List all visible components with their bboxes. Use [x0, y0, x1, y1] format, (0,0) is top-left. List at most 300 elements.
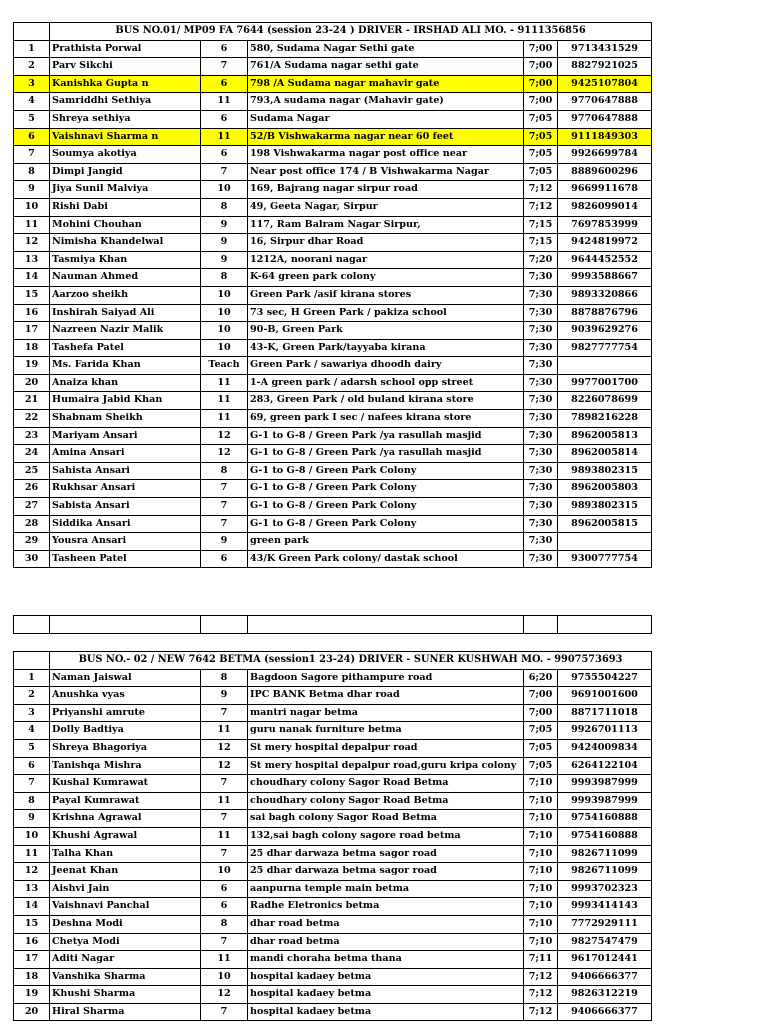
- bus1-header: BUS NO.01/ MP09 FA 7644 (session 23-24 ) DRIVER - IRSHAD ALI MO. - 9111356856: [50, 23, 652, 41]
- serial-number-cell: 27: [14, 498, 50, 516]
- student-name-cell: Samriddhi Sethiya: [50, 93, 201, 111]
- student-name-cell: Rishi Dabi: [50, 198, 201, 216]
- class-cell: 8: [201, 198, 248, 216]
- student-name-cell: Siddika Ansari: [50, 515, 201, 533]
- table-row: [14, 515, 652, 533]
- phone-number-cell: 9926701113: [558, 722, 652, 740]
- address-cell: mantri nagar betma: [248, 704, 524, 722]
- serial-number-cell: 2: [14, 687, 50, 705]
- table-row: [14, 550, 652, 568]
- table-row: [14, 933, 652, 951]
- table-row: [14, 40, 652, 58]
- phone-number-cell: 9893802315: [558, 462, 652, 480]
- student-name-cell: Talha Khan: [50, 845, 201, 863]
- class-cell: 11: [201, 374, 248, 392]
- student-name-cell: Parv Sikchi: [50, 58, 201, 76]
- serial-number-cell: 17: [14, 322, 50, 340]
- serial-number-cell: 15: [14, 286, 50, 304]
- table-row: [14, 704, 652, 722]
- table-row: [14, 1003, 652, 1021]
- table-row: [14, 286, 652, 304]
- phone-number-cell: 9826711099: [558, 863, 652, 881]
- address-cell: 25 dhar darwaza betma sagor road: [248, 845, 524, 863]
- pickup-time-cell: 6;20: [524, 669, 558, 687]
- class-cell: 8: [201, 915, 248, 933]
- class-cell: 9: [201, 234, 248, 252]
- class-cell: 6: [201, 110, 248, 128]
- pickup-time-cell: 7;10: [524, 863, 558, 881]
- address-cell: 16, Sirpur dhar Road: [248, 234, 524, 252]
- pickup-time-cell: 7;12: [524, 181, 558, 199]
- address-cell: 580, Sudama Nagar Sethi gate: [248, 40, 524, 58]
- student-name-cell: Anaiza khan: [50, 374, 201, 392]
- student-name-cell: Dimpi Jangid: [50, 163, 201, 181]
- address-cell: Sudama Nagar: [248, 110, 524, 128]
- class-cell: 7: [201, 1003, 248, 1021]
- address-cell: guru nanak furniture betma: [248, 722, 524, 740]
- class-cell: 7: [201, 515, 248, 533]
- address-cell: 69, green park I sec / nafees kirana store: [248, 410, 524, 428]
- pickup-time-cell: 7;30: [524, 498, 558, 516]
- table-row: [14, 445, 652, 463]
- class-cell: 11: [201, 951, 248, 969]
- address-cell: 90-B, Green Park: [248, 322, 524, 340]
- student-name-cell: Aishvi Jain: [50, 880, 201, 898]
- pickup-time-cell: 7;10: [524, 775, 558, 793]
- address-cell: G-1 to G-8 / Green Park /ya rasullah masjid: [248, 445, 524, 463]
- phone-number-cell: 9406666377: [558, 968, 652, 986]
- student-name-cell: Rukhsar Ansari: [50, 480, 201, 498]
- phone-number-cell: 8962005815: [558, 515, 652, 533]
- pickup-time-cell: 7;05: [524, 128, 558, 146]
- pickup-time-cell: 7;00: [524, 58, 558, 76]
- pickup-time-cell: 7;05: [524, 739, 558, 757]
- address-cell: 25 dhar darwaza betma sagor road: [248, 863, 524, 881]
- phone-number-cell: 9617012441: [558, 951, 652, 969]
- student-name-cell: Amina Ansari: [50, 445, 201, 463]
- serial-number-cell: 15: [14, 915, 50, 933]
- address-cell: Bagdoon Sagore pithampure road: [248, 669, 524, 687]
- pickup-time-cell: 7;10: [524, 827, 558, 845]
- class-cell: 11: [201, 392, 248, 410]
- table-row: [14, 110, 652, 128]
- phone-number-cell: 6264122104: [558, 757, 652, 775]
- student-name-cell: Krishna Agrawal: [50, 810, 201, 828]
- pickup-time-cell: 7;15: [524, 216, 558, 234]
- phone-number-cell: [558, 357, 652, 375]
- phone-number-cell: 9893320866: [558, 286, 652, 304]
- student-name-cell: Priyanshi amrute: [50, 704, 201, 722]
- table-row: [14, 304, 652, 322]
- serial-number-cell: 28: [14, 515, 50, 533]
- pickup-time-cell: 7;10: [524, 880, 558, 898]
- phone-number-cell: 8889600296: [558, 163, 652, 181]
- table-row: [14, 480, 652, 498]
- pickup-time-cell: 7;30: [524, 515, 558, 533]
- phone-number-cell: 8962005803: [558, 480, 652, 498]
- table-row: [14, 863, 652, 881]
- pickup-time-cell: 7;10: [524, 845, 558, 863]
- class-cell: 6: [201, 898, 248, 916]
- address-cell: 49, Geeta Nagar, Sirpur: [248, 198, 524, 216]
- serial-number-cell: 1: [14, 40, 50, 58]
- serial-number-cell: 9: [14, 810, 50, 828]
- table-row: [14, 845, 652, 863]
- pickup-time-cell: 7;05: [524, 722, 558, 740]
- class-cell: 6: [201, 75, 248, 93]
- address-cell: Green Park / sawariya dhoodh dairy: [248, 357, 524, 375]
- student-name-cell: Inshirah Saiyad Ali: [50, 304, 201, 322]
- student-name-cell: Nazreen Nazir Malik: [50, 322, 201, 340]
- bus1-roster-table: [13, 22, 652, 568]
- table-row: [14, 533, 652, 551]
- serial-number-cell: 12: [14, 863, 50, 881]
- table-row: [14, 739, 652, 757]
- phone-number-cell: 7697853999: [558, 216, 652, 234]
- address-cell: hospital kadaey betma: [248, 968, 524, 986]
- phone-number-cell: 9755504227: [558, 669, 652, 687]
- student-name-cell: Deshna Modi: [50, 915, 201, 933]
- phone-number-cell: 8962005814: [558, 445, 652, 463]
- pickup-time-cell: 7;05: [524, 163, 558, 181]
- class-cell: 9: [201, 687, 248, 705]
- student-name-cell: Mariyam Ansari: [50, 427, 201, 445]
- address-cell: St mery hospital depalpur road,guru kripa colony: [248, 757, 524, 775]
- student-name-cell: Khushi Agrawal: [50, 827, 201, 845]
- pickup-time-cell: 7;00: [524, 40, 558, 58]
- class-cell: 10: [201, 339, 248, 357]
- serial-number-cell: 17: [14, 951, 50, 969]
- class-cell: 6: [201, 40, 248, 58]
- pickup-time-cell: 7;30: [524, 374, 558, 392]
- table-row: [14, 234, 652, 252]
- class-cell: Teach: [201, 357, 248, 375]
- serial-number-cell: 5: [14, 110, 50, 128]
- phone-number-cell: 9425107804: [558, 75, 652, 93]
- table-row: [14, 75, 652, 93]
- bus1-header-row: [14, 23, 652, 41]
- address-cell: 283, Green Park / old buland kirana store: [248, 392, 524, 410]
- class-cell: 12: [201, 445, 248, 463]
- student-name-cell: Naman Jaiswal: [50, 669, 201, 687]
- pickup-time-cell: 7;30: [524, 357, 558, 375]
- student-name-cell: Aarzoo sheikh: [50, 286, 201, 304]
- serial-number-cell: 19: [14, 986, 50, 1004]
- address-cell: 52/B Vishwakarma nagar near 60 feet: [248, 128, 524, 146]
- pickup-time-cell: 7;10: [524, 915, 558, 933]
- pickup-time-cell: 7;30: [524, 445, 558, 463]
- serial-number-cell: 20: [14, 1003, 50, 1021]
- class-cell: 11: [201, 827, 248, 845]
- table-row: [14, 198, 652, 216]
- serial-number-cell: 3: [14, 704, 50, 722]
- serial-number-cell: 8: [14, 163, 50, 181]
- class-cell: 7: [201, 810, 248, 828]
- phone-number-cell: 8871711018: [558, 704, 652, 722]
- pickup-time-cell: 7;30: [524, 480, 558, 498]
- bus2-header-row: [14, 652, 652, 670]
- pickup-time-cell: 7;30: [524, 550, 558, 568]
- address-cell: St mery hospital depalpur road: [248, 739, 524, 757]
- pickup-time-cell: 7;12: [524, 968, 558, 986]
- table-row: [14, 775, 652, 793]
- serial-number-cell: 4: [14, 93, 50, 111]
- table-row: [14, 128, 652, 146]
- address-cell: 132,sai bagh colony sagore road betma: [248, 827, 524, 845]
- serial-number-cell: 26: [14, 480, 50, 498]
- phone-number-cell: 9826711099: [558, 845, 652, 863]
- serial-number-cell: 7: [14, 775, 50, 793]
- serial-number-cell: 20: [14, 374, 50, 392]
- phone-number-cell: 8878876796: [558, 304, 652, 322]
- address-cell: dhar road betma: [248, 915, 524, 933]
- serial-number-cell: 23: [14, 427, 50, 445]
- address-cell: 1-A green park / adarsh school opp street: [248, 374, 524, 392]
- phone-number-cell: 9754160888: [558, 810, 652, 828]
- student-name-cell: Anushka vyas: [50, 687, 201, 705]
- serial-number-cell: 9: [14, 181, 50, 199]
- serial-number-cell: 30: [14, 550, 50, 568]
- table-row: [14, 374, 652, 392]
- phone-number-cell: 9406666377: [558, 1003, 652, 1021]
- serial-number-cell: 24: [14, 445, 50, 463]
- pickup-time-cell: 7;30: [524, 462, 558, 480]
- table-row: [14, 216, 652, 234]
- phone-number-cell: 9926699784: [558, 146, 652, 164]
- bus1-roster-body: [14, 23, 652, 568]
- class-cell: 10: [201, 181, 248, 199]
- phone-number-cell: 9826312219: [558, 986, 652, 1004]
- table-row: [14, 669, 652, 687]
- address-cell: G-1 to G-8 / Green Park Colony: [248, 462, 524, 480]
- serial-number-cell: 5: [14, 739, 50, 757]
- class-cell: 8: [201, 669, 248, 687]
- table-row: [14, 269, 652, 287]
- serial-number-cell: 3: [14, 75, 50, 93]
- phone-number-cell: 9827547479: [558, 933, 652, 951]
- class-cell: 9: [201, 216, 248, 234]
- phone-number-cell: 9893802315: [558, 498, 652, 516]
- pickup-time-cell: 7;12: [524, 198, 558, 216]
- table-row: [14, 146, 652, 164]
- class-cell: 7: [201, 775, 248, 793]
- table-row: [14, 498, 652, 516]
- table-row: [14, 462, 652, 480]
- phone-number-cell: 9644452552: [558, 251, 652, 269]
- pickup-time-cell: 7;12: [524, 1003, 558, 1021]
- serial-number-cell: 25: [14, 462, 50, 480]
- address-cell: G-1 to G-8 / Green Park Colony: [248, 498, 524, 516]
- serial-number-cell: 6: [14, 757, 50, 775]
- address-cell: dhar road betma: [248, 933, 524, 951]
- class-cell: 7: [201, 58, 248, 76]
- pickup-time-cell: 7;05: [524, 110, 558, 128]
- class-cell: 6: [201, 146, 248, 164]
- address-cell: 198 Vishwakarma nagar post office near: [248, 146, 524, 164]
- class-cell: 9: [201, 251, 248, 269]
- class-cell: 7: [201, 480, 248, 498]
- address-cell: Green Park /asif kirana stores: [248, 286, 524, 304]
- phone-number-cell: 9993414143: [558, 898, 652, 916]
- phone-number-cell: 9039629276: [558, 322, 652, 340]
- address-cell: 793,A sudama nagar (Mahavir gate): [248, 93, 524, 111]
- serial-number-cell: 13: [14, 251, 50, 269]
- pickup-time-cell: 7;30: [524, 322, 558, 340]
- class-cell: 7: [201, 845, 248, 863]
- pickup-time-cell: 7;12: [524, 986, 558, 1004]
- student-name-cell: Hiral Sharma: [50, 1003, 201, 1021]
- phone-number-cell: 9300777754: [558, 550, 652, 568]
- class-cell: 8: [201, 269, 248, 287]
- phone-number-cell: 9826099014: [558, 198, 652, 216]
- pickup-time-cell: 7;10: [524, 792, 558, 810]
- pickup-time-cell: 7;10: [524, 933, 558, 951]
- phone-number-cell: 9770647888: [558, 93, 652, 111]
- phone-number-cell: 8962005813: [558, 427, 652, 445]
- serial-number-cell: 13: [14, 880, 50, 898]
- student-name-cell: Ms. Farida Khan: [50, 357, 201, 375]
- student-name-cell: Vaishnavi Sharma n: [50, 128, 201, 146]
- empty-spacer-row: [13, 615, 652, 634]
- serial-number-cell: 22: [14, 410, 50, 428]
- phone-number-cell: [558, 533, 652, 551]
- pickup-time-cell: 7;05: [524, 757, 558, 775]
- serial-number-cell: 14: [14, 898, 50, 916]
- table-row: [14, 357, 652, 375]
- pickup-time-cell: 7;10: [524, 810, 558, 828]
- student-name-cell: Tasmiya Khan: [50, 251, 201, 269]
- address-cell: 73 sec, H Green Park / pakiza school: [248, 304, 524, 322]
- student-name-cell: Nimisha Khandelwal: [50, 234, 201, 252]
- table-row: [14, 757, 652, 775]
- serial-number-cell: 29: [14, 533, 50, 551]
- serial-number-cell: 1: [14, 669, 50, 687]
- address-cell: Radhe Eletronics betma: [248, 898, 524, 916]
- serial-number-cell: 7: [14, 146, 50, 164]
- pickup-time-cell: 7;30: [524, 304, 558, 322]
- student-name-cell: Payal Kumrawat: [50, 792, 201, 810]
- address-cell: 798 /A Sudama nagar mahavir gate: [248, 75, 524, 93]
- phone-number-cell: 9424819972: [558, 234, 652, 252]
- address-cell: green park: [248, 533, 524, 551]
- class-cell: 11: [201, 722, 248, 740]
- serial-number-cell: 21: [14, 392, 50, 410]
- phone-number-cell: 9713431529: [558, 40, 652, 58]
- class-cell: 10: [201, 863, 248, 881]
- serial-number-cell: 10: [14, 827, 50, 845]
- table-row: [14, 427, 652, 445]
- phone-number-cell: 7772929111: [558, 915, 652, 933]
- class-cell: 12: [201, 739, 248, 757]
- table-row: [14, 722, 652, 740]
- address-cell: hospital kadaey betma: [248, 1003, 524, 1021]
- phone-number-cell: 7898216228: [558, 410, 652, 428]
- table-row: [14, 986, 652, 1004]
- phone-number-cell: 9977001700: [558, 374, 652, 392]
- pickup-time-cell: 7;30: [524, 339, 558, 357]
- phone-number-cell: 9691001600: [558, 687, 652, 705]
- address-cell: aanpurna temple main betma: [248, 880, 524, 898]
- class-cell: 7: [201, 704, 248, 722]
- class-cell: 9: [201, 533, 248, 551]
- table-row: [14, 58, 652, 76]
- address-cell: choudhary colony Sagor Road Betma: [248, 792, 524, 810]
- class-cell: 6: [201, 880, 248, 898]
- student-name-cell: Nauman Ahmed: [50, 269, 201, 287]
- address-cell: mandi choraha betma thana: [248, 951, 524, 969]
- phone-number-cell: 9993702323: [558, 880, 652, 898]
- phone-number-cell: 9993588667: [558, 269, 652, 287]
- serial-number-cell: 18: [14, 339, 50, 357]
- student-name-cell: Dolly Badtiya: [50, 722, 201, 740]
- pickup-time-cell: 7;20: [524, 251, 558, 269]
- address-cell: 117, Ram Balram Nagar Sirpur,: [248, 216, 524, 234]
- serial-number-cell: 19: [14, 357, 50, 375]
- student-name-cell: Kushal Kumrawat: [50, 775, 201, 793]
- student-name-cell: Tanishqa Mishra: [50, 757, 201, 775]
- class-cell: 12: [201, 757, 248, 775]
- pickup-time-cell: 7;11: [524, 951, 558, 969]
- phone-number-cell: 9669911678: [558, 181, 652, 199]
- address-cell: hospital kadaey betma: [248, 986, 524, 1004]
- pickup-time-cell: 7;15: [524, 234, 558, 252]
- student-name-cell: Jiya Sunil Malviya: [50, 181, 201, 199]
- table-row: [14, 968, 652, 986]
- serial-number-cell: 6: [14, 128, 50, 146]
- pickup-time-cell: 7;05: [524, 146, 558, 164]
- address-cell: sai bagh colony Sagor Road Betma: [248, 810, 524, 828]
- table-row: [14, 898, 652, 916]
- address-cell: 43/K Green Park colony/ dastak school: [248, 550, 524, 568]
- class-cell: 10: [201, 322, 248, 340]
- table-row: [14, 322, 652, 340]
- serial-number-cell: 16: [14, 933, 50, 951]
- class-cell: 11: [201, 93, 248, 111]
- class-cell: 10: [201, 304, 248, 322]
- pickup-time-cell: 7;30: [524, 410, 558, 428]
- table-row: [14, 915, 652, 933]
- address-cell: choudhary colony Sagor Road Betma: [248, 775, 524, 793]
- class-cell: 7: [201, 498, 248, 516]
- address-cell: G-1 to G-8 / Green Park Colony: [248, 480, 524, 498]
- table-row: [14, 392, 652, 410]
- class-cell: 8: [201, 462, 248, 480]
- pickup-time-cell: 7;00: [524, 93, 558, 111]
- student-name-cell: Tashefa Patel: [50, 339, 201, 357]
- pickup-time-cell: 7;00: [524, 75, 558, 93]
- serial-number-cell: 11: [14, 216, 50, 234]
- table-row: [14, 951, 652, 969]
- class-cell: 11: [201, 128, 248, 146]
- pickup-time-cell: 7;30: [524, 269, 558, 287]
- pickup-time-cell: 7;10: [524, 898, 558, 916]
- student-name-cell: Jeenat Khan: [50, 863, 201, 881]
- student-name-cell: Kanishka Gupta n: [50, 75, 201, 93]
- table-row: [14, 792, 652, 810]
- class-cell: 12: [201, 986, 248, 1004]
- student-name-cell: Yousra Ansari: [50, 533, 201, 551]
- pickup-time-cell: 7;00: [524, 704, 558, 722]
- class-cell: 7: [201, 163, 248, 181]
- phone-number-cell: 9993987999: [558, 792, 652, 810]
- class-cell: 10: [201, 286, 248, 304]
- class-cell: 11: [201, 410, 248, 428]
- bus2-roster-body: [14, 652, 652, 1021]
- table-row: [14, 410, 652, 428]
- phone-number-cell: 9770647888: [558, 110, 652, 128]
- class-cell: 10: [201, 968, 248, 986]
- pickup-time-cell: 7;30: [524, 286, 558, 304]
